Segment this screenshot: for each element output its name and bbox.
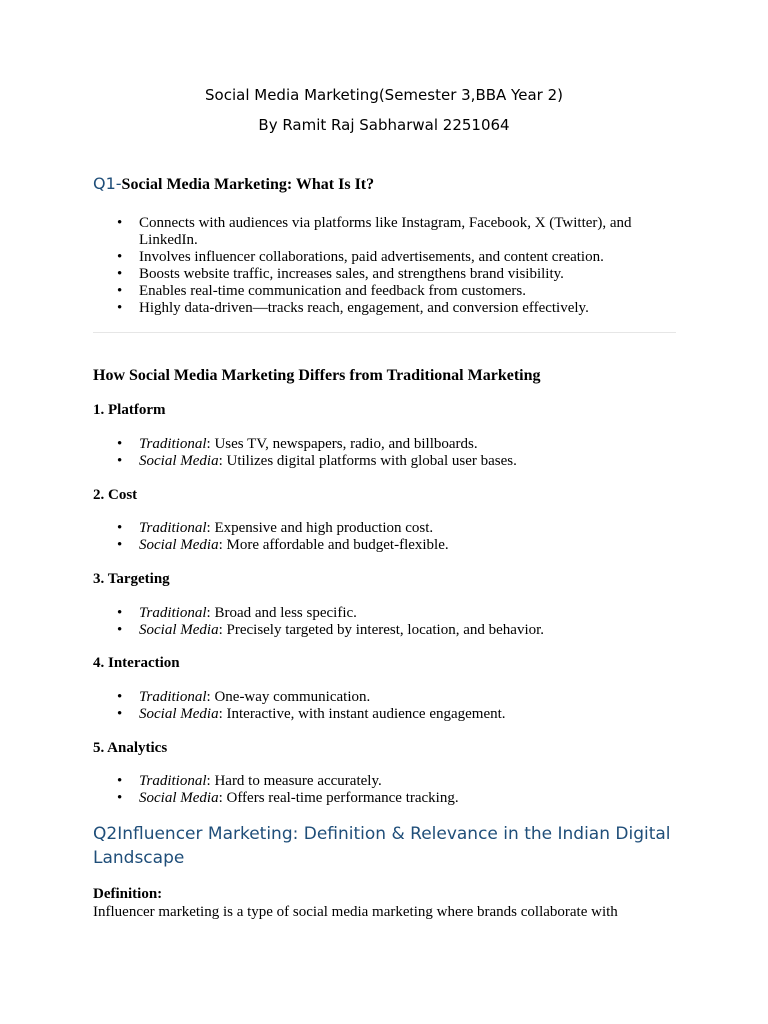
list-item [93, 453, 673, 470]
section-title-cost: 2. Cost [93, 487, 138, 503]
social-media-text: : More affordable and budget-flexible. [218, 537, 449, 553]
list-item [93, 790, 673, 807]
section-list-cost [93, 520, 673, 554]
social-media-label: Social Media [139, 790, 219, 806]
q2-heading: Q2Influencer Marketing: Definition & Relevance in the Indian Digital Landscape [93, 824, 671, 868]
q1-bullet-list [93, 215, 673, 317]
list-item: • Boosts website traffic, increases sales, and strengthens brand visibility. [93, 266, 673, 283]
q1-heading-text: Social Media Marketing: What Is It? [121, 176, 375, 193]
section-list-targeting [93, 605, 673, 639]
traditional-label: Traditional [139, 436, 207, 452]
list-item [93, 689, 673, 706]
social-media-label: Social Media [139, 706, 219, 722]
social-media-text: : Precisely targeted by interest, location, and behavior. [218, 622, 545, 638]
social-media-label: Social Media [139, 453, 219, 469]
section-title-platform: 1. Platform [93, 402, 166, 418]
section-list-analytics [93, 773, 673, 807]
traditional-label: Traditional [139, 520, 207, 536]
traditional-text: : Uses TV, newspapers, radio, and billboards. [206, 436, 478, 452]
social-media-text: : Utilizes digital platforms with global user bases. [218, 453, 517, 469]
list-item: • Highly data-driven—tracks reach, engagement, and conversion effectively. [93, 300, 673, 317]
list-item: • Involves influencer collaborations, paid advertisements, and content creation. [93, 249, 673, 266]
traditional-label: Traditional [139, 605, 207, 621]
definition-label: Definition: [93, 886, 163, 902]
list-item: • Connects with audiences via platforms like Instagram, Facebook, X (Twitter), and LinkedIn. [93, 215, 673, 249]
list-item [93, 706, 673, 723]
horizontal-divider [93, 332, 676, 333]
traditional-label: Traditional [139, 773, 207, 789]
traditional-text: : Broad and less specific. [206, 605, 357, 621]
traditional-text: : One-way communication. [206, 689, 371, 705]
definition-text: Influencer marketing is a type of social media marketing where brands collaborate with [93, 904, 618, 920]
traditional-label: Traditional [139, 689, 207, 705]
list-item [93, 622, 673, 639]
list-item [93, 520, 673, 537]
section-title-interaction: 4. Interaction [93, 655, 180, 671]
q1-prefix: Q1- [93, 174, 122, 193]
list-item [93, 537, 673, 554]
list-item: • Enables real-time communication and feedback from customers. [93, 283, 673, 300]
list-item [93, 436, 673, 453]
author-line: By Ramit Raj Sabharwal 2251064 [258, 116, 510, 134]
q1-heading [93, 174, 374, 194]
document-title: Social Media Marketing(Semester 3,BBA Year 2) [205, 86, 563, 104]
section-list-interaction [93, 689, 673, 723]
social-media-label: Social Media [139, 622, 219, 638]
social-media-label: Social Media [139, 537, 219, 553]
list-item [93, 773, 673, 790]
traditional-text: : Hard to measure accurately. [206, 773, 382, 789]
differences-heading: How Social Media Marketing Differs from Traditional Marketing [93, 367, 541, 384]
social-media-text: : Offers real-time performance tracking. [218, 790, 459, 806]
list-item [93, 605, 673, 622]
section-list-platform [93, 436, 673, 470]
section-title-analytics: 5. Analytics [93, 740, 168, 756]
section-title-targeting: 3. Targeting [93, 571, 170, 587]
social-media-text: : Interactive, with instant audience engagement. [218, 706, 506, 722]
traditional-text: : Expensive and high production cost. [206, 520, 434, 536]
